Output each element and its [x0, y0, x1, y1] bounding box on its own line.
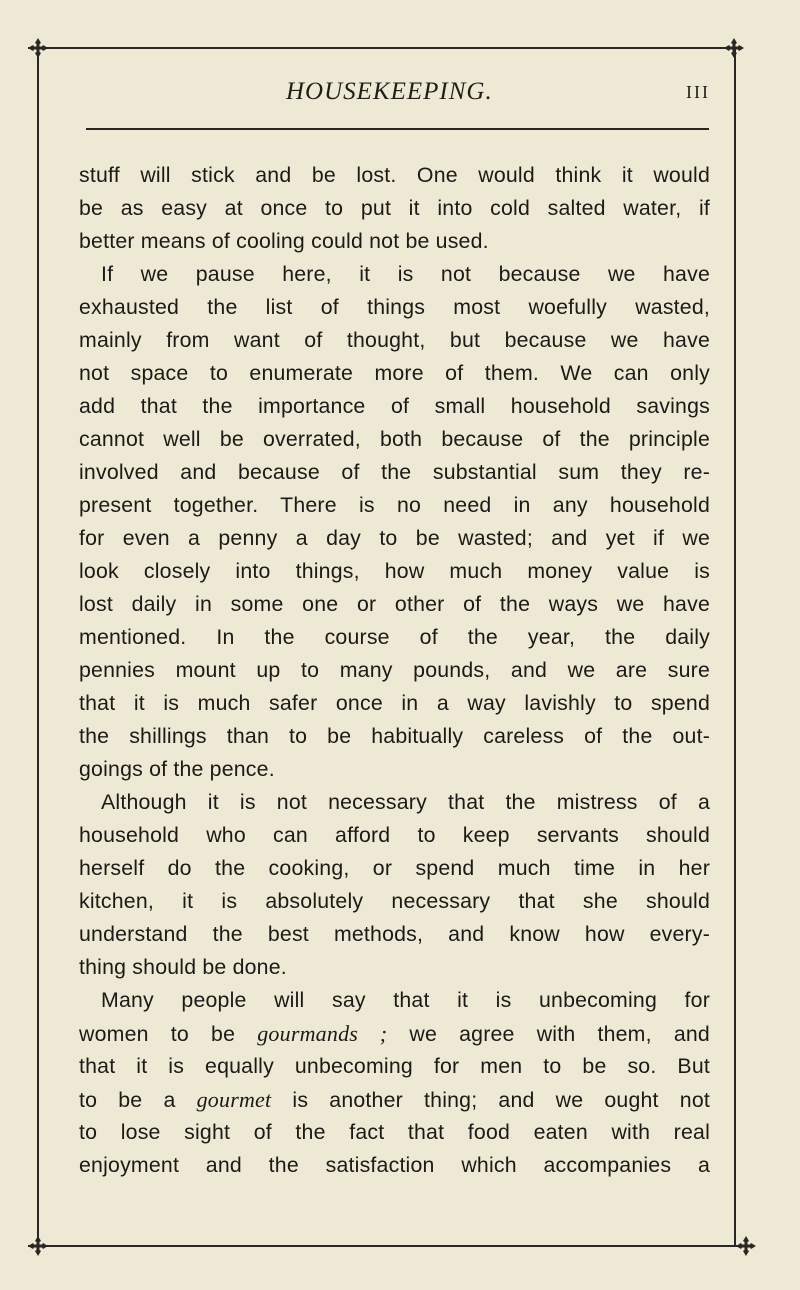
text-line: understand the best methods, and know how every- — [79, 922, 710, 946]
text-segment: we agree with them, and — [387, 1022, 710, 1046]
text-line: lost daily in some one or other of the ways we have — [79, 592, 710, 616]
text-segment: to be a — [79, 1088, 197, 1112]
text-line: kitchen, it is absolutely necessary that she should — [79, 889, 710, 913]
text-line: If we pause here, it is not because we have — [101, 262, 710, 286]
italic-term: gourmet — [196, 1087, 272, 1112]
text-line: goings of the pence. — [79, 757, 275, 781]
text-line — [79, 1083, 710, 1116]
text-segment: is another thing; and we ought not — [271, 1088, 710, 1112]
cross-fleuron-icon — [723, 37, 745, 59]
italic-term: gourmands ; — [257, 1021, 388, 1046]
header-rule — [86, 128, 709, 130]
text-line: Although it is not necessary that the mistress of a — [101, 790, 710, 814]
text-line: stuff will stick and be lost. One would think it would — [79, 163, 710, 187]
cross-fleuron-icon — [735, 1235, 757, 1257]
text-line: add that the importance of small household savings — [79, 394, 710, 418]
text-line: to lose sight of the fact that food eaten with real — [79, 1120, 710, 1144]
text-line: mainly from want of thought, but because we have — [79, 328, 710, 352]
cross-fleuron-icon — [27, 1235, 49, 1257]
running-title: HOUSEKEEPING. — [286, 78, 493, 105]
text-line: household who can afford to keep servants should — [79, 823, 710, 847]
text-line: not space to enumerate more of them. We can only — [79, 361, 710, 385]
page-number: III — [686, 82, 710, 102]
text-line: exhausted the list of things most woefully wasted, — [79, 295, 710, 319]
top-frame-rule — [28, 47, 728, 49]
text-line: be as easy at once to put it into cold salted water, if — [79, 196, 710, 220]
left-frame-rule — [37, 47, 39, 1245]
text-line: pennies mount up to many pounds, and we are sure — [79, 658, 710, 682]
text-line: for even a penny a day to be wasted; and yet if we — [79, 526, 710, 550]
text-segment: women to be — [79, 1022, 258, 1046]
text-line: that it is much safer once in a way lavishly to spend — [79, 691, 710, 715]
text-line: enjoyment and the satisfaction which accompanies a — [79, 1153, 710, 1177]
text-line: look closely into things, how much money value is — [79, 559, 710, 583]
text-line: herself do the cooking, or spend much time in her — [79, 856, 710, 880]
text-line: cannot well be overrated, both because of the principle — [79, 427, 710, 451]
body-text — [79, 159, 710, 1182]
text-line: that it is equally unbecoming for men to be so. But — [79, 1054, 710, 1078]
page-header — [80, 78, 710, 108]
text-line: the shillings than to be habitually careless of the out- — [79, 724, 710, 748]
text-line — [79, 1017, 710, 1050]
text-line: mentioned. In the course of the year, the daily — [79, 625, 710, 649]
cross-fleuron-icon — [27, 37, 49, 59]
bottom-frame-rule — [28, 1245, 748, 1247]
text-line: thing should be done. — [79, 955, 287, 979]
text-line: involved and because of the substantial sum they re- — [79, 460, 710, 484]
text-line: better means of cooling could not be used. — [79, 229, 489, 253]
text-line: present together. There is no need in any household — [79, 493, 710, 517]
right-frame-rule — [734, 47, 736, 1245]
text-line: Many people will say that it is unbecoming for — [101, 988, 710, 1012]
